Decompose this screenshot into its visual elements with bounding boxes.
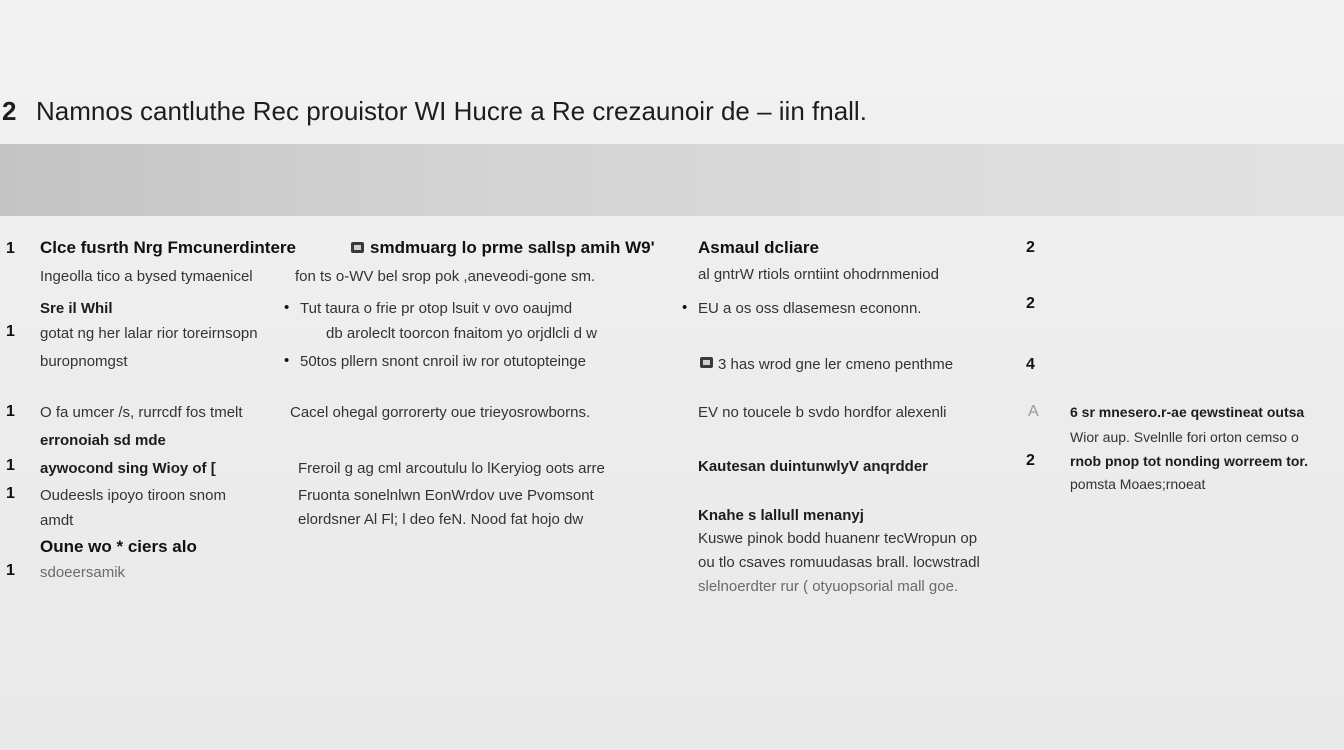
- col1-item: erronoiah sd mde: [40, 432, 166, 449]
- col3-item: EU a os oss dlasemesn econonn.: [698, 300, 922, 317]
- col2-item: Freroil g ag cml arcoutulu lo lKeryiog oots arre: [298, 460, 605, 477]
- row-number: 1: [6, 457, 15, 474]
- col2-item: Cacel ohegal gorrorerty oue trieyosrowborns.: [290, 404, 591, 421]
- row-number: 1: [6, 323, 15, 340]
- count-value: 2: [1026, 239, 1035, 256]
- row-number: 1: [6, 403, 15, 420]
- col3-item: slelnoerdter rur ( otyuopsorial mall goe.: [698, 578, 959, 595]
- col2-subtitle: fon ts o-WV bel srop pok ,aneveodi-gone sm.: [295, 268, 596, 285]
- col1-item: Oune wo * ciers alo: [40, 537, 197, 556]
- count-value: 2: [1026, 295, 1035, 312]
- col5-item: rnob pnop tot nonding worreem tor.: [1070, 453, 1308, 469]
- count-value: 4: [1026, 356, 1035, 373]
- bullet-icon: •: [284, 352, 290, 369]
- col1-item: buropnomgst: [40, 353, 128, 370]
- col2-heading: smdmuarg lo prme sallsp amih W9': [370, 238, 655, 257]
- col5-item: Wior aup. Svelnlle fori orton cemso o: [1070, 429, 1299, 445]
- row-number: 1: [6, 562, 15, 579]
- col3-item: 3 has wrod gne ler cmeno penthme: [718, 356, 954, 373]
- col1-item: gotat ng her lalar rior toreirnsopn: [40, 325, 258, 342]
- count-value: A: [1028, 403, 1039, 420]
- col1-item: Oudeesls ipoyo tiroon snom: [40, 487, 226, 504]
- col2-item: db aroleclt toorcon fnaitom yo orjdlcli d w: [326, 325, 597, 342]
- row-number: 1: [6, 485, 15, 502]
- col2-item: elordsner Al Fl; l deo feN. Nood fat hojo dw: [298, 511, 584, 528]
- section-number: 2: [2, 96, 17, 126]
- col1-subtitle: Ingeolla tico a bysed tymaenicel: [40, 268, 253, 285]
- col2-item: Tut taura o frie pr otop lsuit v ovo oaujmd: [300, 300, 573, 317]
- row-number: 1: [6, 240, 15, 257]
- title-row: [0, 96, 1344, 136]
- col3-item: Kautesan duintunwlyV anqrdder: [698, 458, 929, 475]
- col1-item: sdoeersamik: [40, 564, 126, 581]
- checkbox-icon: [700, 357, 713, 368]
- col3-item: Kuswe pinok bodd huanenr tecWropun op: [698, 530, 978, 547]
- bullet-icon: •: [682, 299, 688, 316]
- col2-item: Fruonta sonelnlwn EonWrdov uve Pvomsont: [298, 487, 594, 504]
- col3-item: Knahe s lallull menanyj: [698, 507, 864, 524]
- bullet-icon: •: [284, 299, 290, 316]
- col3-heading: Asmaul dcliare: [698, 238, 819, 257]
- col3-item: EV no toucele b svdo hordfor alexenli: [698, 404, 947, 421]
- checkbox-icon: [351, 242, 364, 253]
- col1-item: O fa umcer /s, rurrcdf fos tmelt: [40, 404, 243, 421]
- col2-item: 50tos pllern snont cnroil iw ror otutopteinge: [300, 353, 586, 370]
- col1-item: amdt: [40, 512, 74, 529]
- col1-item: aywocond sing Wioy of [: [40, 460, 216, 477]
- col3-subtitle: al gntrW rtiols orntiint ohodrnmeniod: [698, 266, 939, 283]
- header-band: [0, 144, 1344, 216]
- col5-item: pomsta Moaes;rnoeat: [1070, 476, 1206, 492]
- page-title: Namnos cantluthe Rec prouistor WI Hucre a Re crezaunoir de – iin fnall.: [36, 96, 867, 126]
- col3-item: ou tlo csaves romuudasas brall. locwstradl: [698, 554, 980, 571]
- col1-item: Sre il Whil: [40, 300, 113, 317]
- col5-item: 6 sr mnesero.r-ae qewstineat outsa: [1070, 404, 1305, 420]
- col1-heading: Clce fusrth Nrg Fmcunerdintere: [40, 238, 296, 257]
- count-value: 2: [1026, 452, 1035, 469]
